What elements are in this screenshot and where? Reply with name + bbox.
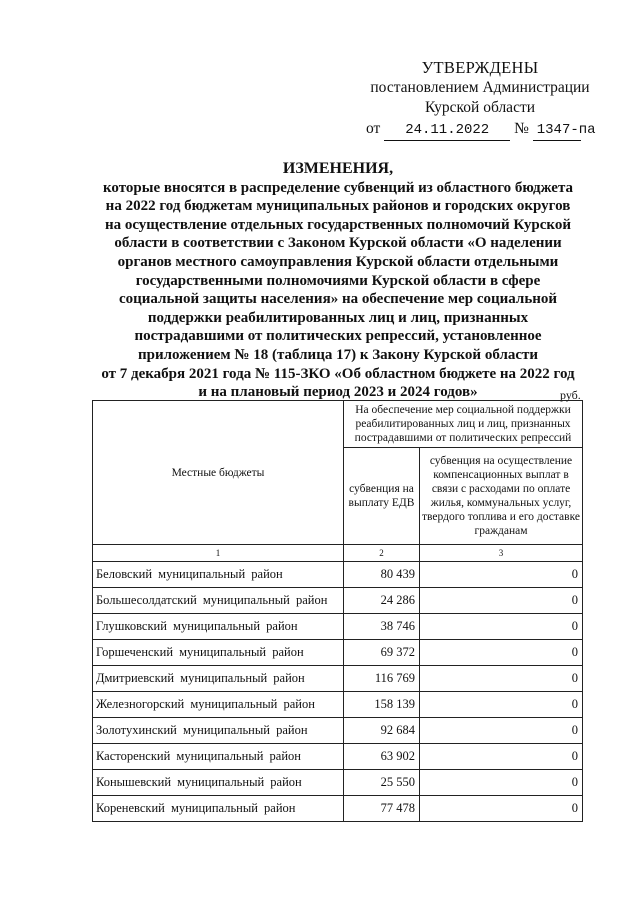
heading-line: от 7 декабря 2021 года № 115-ЗКО «Об областном бюджете на 2022 год [101, 365, 575, 382]
approval-title: УТВЕРЖДЕНЫ [421, 58, 539, 77]
heading-line: государственными полномочиями Курской области в сфере [135, 272, 541, 289]
heading-line: пострадавшими от политических репрессий, установленное [134, 328, 542, 345]
table-row [93, 614, 583, 640]
header-compensation: субвенция на осуществление компенсационных выплат в связи с расходами по оплате жилья, коммунальных услуг, твердого топлива и его доставке гражданам [420, 448, 583, 545]
comp-value: 0 [420, 692, 583, 718]
table-row [93, 796, 583, 822]
approval-number: 1347-па [533, 120, 581, 141]
table-row [93, 692, 583, 718]
district-name: Кореневский муниципальный район [93, 796, 344, 822]
number-prefix: № [514, 120, 529, 137]
comp-value: 0 [420, 718, 583, 744]
district-name: Золотухинский муниципальный район [93, 718, 344, 744]
district-name: Касторенский муниципальный район [93, 744, 344, 770]
edv-value: 80 439 [344, 562, 420, 588]
approval-line-1: постановлением Администрации [370, 79, 590, 96]
header-edv: субвенция на выплату ЕДВ [344, 448, 420, 545]
heading-line: которые вносятся в распределение субвенций из областного бюджета [102, 179, 574, 196]
table-row [93, 718, 583, 744]
comp-value: 0 [420, 796, 583, 822]
comp-value: 0 [420, 640, 583, 666]
heading-line: приложением № 18 (таблица 17) к Закону Курской области [137, 346, 539, 363]
approval-line-2: Курской области [424, 99, 536, 116]
edv-value: 25 550 [344, 770, 420, 796]
column-number-row [93, 545, 583, 562]
heading-line: на 2022 год бюджетам муниципальных районов и городских округов [105, 198, 571, 215]
edv-value: 158 139 [344, 692, 420, 718]
district-name: Большесолдатский муниципальный район [93, 588, 344, 614]
district-name: Железногорский муниципальный район [93, 692, 344, 718]
column-number: 3 [420, 545, 583, 562]
comp-value: 0 [420, 614, 583, 640]
approval-date: 24.11.2022 [384, 120, 510, 141]
table-row [93, 588, 583, 614]
edv-value: 69 372 [344, 640, 420, 666]
heading-line: и на плановый период 2023 и 2024 годов» [198, 384, 478, 401]
approval-block [360, 58, 600, 141]
heading-title: ИЗМЕНЕНИЯ, [282, 160, 394, 177]
comp-value: 0 [420, 744, 583, 770]
edv-value: 92 684 [344, 718, 420, 744]
column-number: 1 [93, 545, 344, 562]
table-row [93, 562, 583, 588]
date-prefix: от [366, 120, 381, 137]
district-name: Конышевский муниципальный район [93, 770, 344, 796]
edv-value: 63 902 [344, 744, 420, 770]
edv-value: 116 769 [344, 666, 420, 692]
comp-value: 0 [420, 770, 583, 796]
currency-unit: руб. [560, 388, 581, 402]
edv-value: 24 286 [344, 588, 420, 614]
comp-value: 0 [420, 588, 583, 614]
column-number: 2 [344, 545, 420, 562]
heading-line: поддержки реабилитированных лиц и лиц, признанных [147, 309, 529, 326]
heading-line: на осуществление отдельных государственных полномочий Курской [104, 216, 572, 233]
document-heading [92, 160, 584, 402]
subventions-table [92, 400, 583, 822]
district-name: Глушковский муниципальный район [93, 614, 344, 640]
heading-line: области в соответствии с Законом Курской области «О наделении [114, 235, 562, 252]
edv-value: 77 478 [344, 796, 420, 822]
district-name: Дмитриевский муниципальный район [93, 666, 344, 692]
table-row [93, 770, 583, 796]
district-name: Беловский муниципальный район [93, 562, 344, 588]
header-group: На обеспечение мер социальной поддержки реабилитированных лиц и лиц, признанных пострадавшими от политических репрессий [344, 401, 583, 448]
comp-value: 0 [420, 562, 583, 588]
heading-line: социальной защиты населения» на обеспечение мер социальной [118, 291, 558, 308]
heading-line: органов местного самоуправления Курской области отдельными [117, 253, 559, 270]
table-row [93, 666, 583, 692]
header-local-budgets: Местные бюджеты [93, 401, 344, 545]
district-name: Горшеченский муниципальный район [93, 640, 344, 666]
table-row [93, 640, 583, 666]
comp-value: 0 [420, 666, 583, 692]
edv-value: 38 746 [344, 614, 420, 640]
approval-date-line [360, 119, 600, 141]
table-row [93, 744, 583, 770]
